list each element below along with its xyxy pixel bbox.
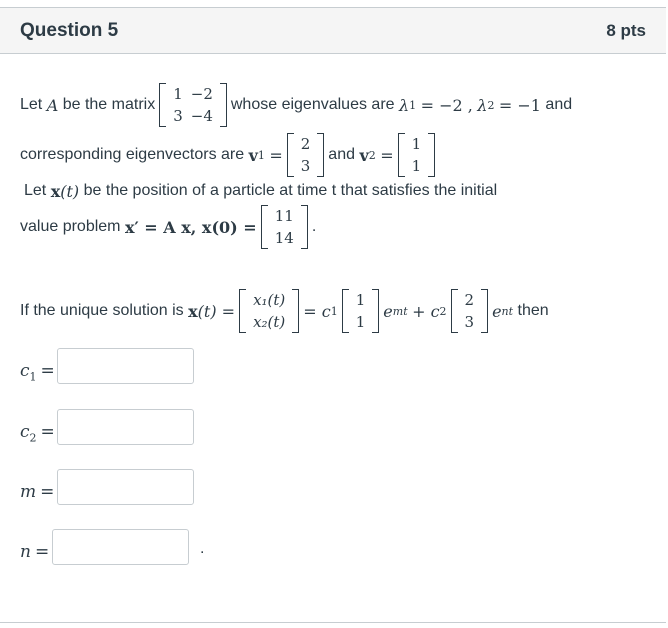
- equals: =: [380, 145, 394, 165]
- matrix-cell: −2: [190, 85, 213, 103]
- vector-cell: 14: [274, 229, 294, 247]
- vector-x-components: [239, 289, 299, 333]
- exp-nt: nt: [501, 304, 514, 318]
- v2-sub: 2: [368, 148, 376, 162]
- text-ivp: value problem: [20, 218, 121, 235]
- vector-cell: 1: [411, 157, 422, 175]
- v2-label: v: [359, 145, 369, 165]
- vector-cell: 2: [464, 291, 475, 309]
- text-and: and: [328, 146, 355, 163]
- exp-e: e: [383, 301, 393, 321]
- c1-sub: 1: [330, 304, 338, 318]
- v1-label: v: [248, 145, 258, 165]
- matrix-cell: 3: [173, 107, 183, 125]
- t-arg: (t) =: [197, 301, 236, 321]
- matrix-cell: 1: [173, 85, 183, 103]
- matrix-a: [159, 83, 227, 127]
- text-and: and: [545, 96, 573, 113]
- text-then: then: [517, 302, 549, 319]
- text-be-matrix: be the matrix: [62, 96, 156, 113]
- vector-cell: 3: [464, 313, 475, 331]
- vector-cell: 3: [300, 157, 311, 175]
- text-eigenvalues: whose eigenvalues are: [230, 96, 395, 113]
- line-ivp: [20, 203, 316, 251]
- vector-cell: x₁(t): [253, 291, 286, 309]
- vector-x0: [261, 205, 308, 249]
- matrix-cell: −4: [190, 107, 213, 125]
- text-eigenvectors: corresponding eigenvectors are: [20, 146, 245, 163]
- lambda-2: λ: [477, 95, 488, 115]
- vector-cell: 1: [355, 291, 366, 309]
- vector-v2: [398, 133, 436, 177]
- lambda-2-value: = −1: [498, 95, 541, 115]
- c2-input[interactable]: [57, 409, 194, 445]
- period: .: [311, 218, 317, 235]
- vector-sol-v1: [342, 289, 380, 333]
- x-label: x: [50, 181, 61, 201]
- x-label: x: [188, 301, 198, 321]
- plus-c2: + c: [412, 301, 440, 321]
- question-header: [0, 8, 666, 54]
- t-arg: (t): [60, 181, 80, 201]
- lambda-2-sub: 2: [487, 98, 495, 112]
- text-let: Let: [24, 182, 47, 199]
- exp-e: e: [492, 301, 502, 321]
- question-points: 8 pts: [606, 20, 646, 40]
- exp-mt: mt: [392, 304, 408, 318]
- vector-cell: 2: [300, 135, 311, 153]
- equals: =: [269, 145, 283, 165]
- final-period: .: [200, 540, 205, 557]
- equals-c1: = c: [303, 301, 331, 321]
- lambda-1: λ: [399, 95, 410, 115]
- lambda-1-sub: 1: [409, 98, 417, 112]
- c2-answer-label: $c_2$ =: [20, 422, 55, 445]
- m-answer-label: m =: [20, 482, 55, 502]
- v1-sub: 1: [257, 148, 265, 162]
- text-if-unique: If the unique solution is: [20, 302, 184, 319]
- m-input[interactable]: [57, 469, 194, 505]
- ivp-equation: x′ = A x, x(0) =: [124, 217, 257, 237]
- vector-sol-v2: [451, 289, 489, 333]
- line-position: [24, 180, 497, 202]
- lambda-1-value: = −2 ,: [420, 95, 473, 115]
- line-matrix-def: [20, 80, 572, 130]
- var-a: A: [46, 95, 59, 115]
- n-answer-label: n =: [20, 542, 50, 562]
- vector-v1: [287, 133, 325, 177]
- c1-input[interactable]: [57, 348, 194, 384]
- vector-cell: 1: [355, 313, 366, 331]
- vector-cell: 11: [274, 207, 294, 225]
- vector-cell: 1: [411, 135, 422, 153]
- text-position: be the position of a particle at time t that satisfies the initial: [83, 182, 498, 199]
- n-input[interactable]: [52, 529, 189, 565]
- c1-answer-label: $c_1$ =: [20, 361, 55, 384]
- text-let: Let: [20, 96, 43, 113]
- line-solution: [20, 285, 549, 337]
- question-title: Question 5: [20, 19, 119, 41]
- line-eigenvectors: [20, 131, 439, 179]
- c2-sub: 2: [439, 304, 447, 318]
- vector-cell: x₂(t): [253, 313, 286, 331]
